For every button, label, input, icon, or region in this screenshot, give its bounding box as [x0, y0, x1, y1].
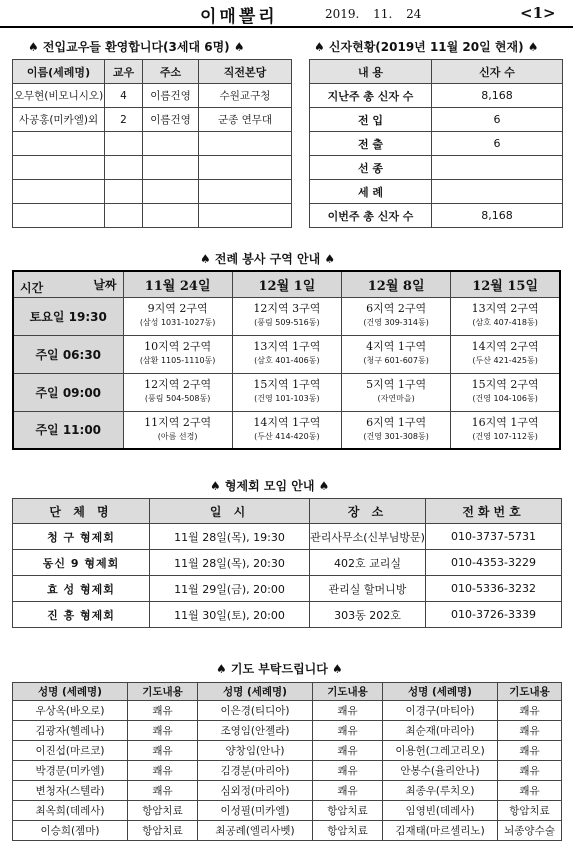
service-zone-detail: (자연마을): [377, 394, 415, 403]
service-cell: [342, 297, 451, 335]
prayer-row: [13, 781, 562, 801]
transfer-row: [13, 84, 292, 108]
service-zone: 13지역 1구역: [253, 340, 321, 353]
service-cell: [123, 373, 232, 411]
service-zone: 6지역 2구역: [366, 302, 427, 315]
prayer-cell: 항암치료: [128, 801, 198, 821]
prayer-cell: 쾌유: [128, 741, 198, 761]
prayer-row: [13, 761, 562, 781]
prayer-column-header: 성명 (세례명): [13, 683, 128, 701]
transfer-column-header: 이름(세례명): [13, 60, 105, 84]
brothers-cell: 303동 202호: [310, 602, 426, 628]
prayer-cell: 쾌유: [498, 701, 562, 721]
transfer-cell: [143, 132, 199, 156]
stats-column-header: 신자 수: [432, 60, 563, 84]
service-zone-detail: (건영 309-314동): [363, 318, 429, 327]
prayer-cell: 쾌유: [128, 701, 198, 721]
prayer-cell: 이경구(마티아): [383, 701, 498, 721]
stats-cell: [432, 156, 563, 180]
brothers-column-header: 장 소: [310, 499, 426, 524]
stats-cell: 6: [432, 108, 563, 132]
prayer-cell: 쾌유: [313, 781, 383, 801]
service-row: [13, 411, 560, 449]
brothers-cell: 11월 28일(목), 19:30: [150, 524, 310, 550]
service-zone: 13지역 2구역: [471, 302, 539, 315]
transfer-cell: 수원교구청: [199, 84, 292, 108]
stats-cell: 이번주 총 신자 수: [310, 204, 432, 228]
page-number: <1>: [520, 4, 556, 22]
prayer-cell: 조영임(안젤라): [198, 721, 313, 741]
transfer-cell: 이름건영: [143, 84, 199, 108]
stats-cell: 6: [432, 132, 563, 156]
transfer-cell: 이름건영: [143, 108, 199, 132]
transfer-cell: 4: [105, 84, 143, 108]
service-zone-detail: (두산 421-425동): [472, 356, 538, 365]
service-zone-detail: (건영 107-112동): [472, 431, 538, 441]
prayer-cell: 항암치료: [128, 821, 198, 841]
brothers-cell: 010-5336-3232: [426, 576, 562, 602]
transfer-cell: [105, 156, 143, 180]
transfer-cell: [143, 180, 199, 204]
transfer-cell: [199, 156, 292, 180]
service-zone-detail: (삼호 401-406동): [254, 356, 320, 365]
corner-time-label: 시간: [20, 281, 44, 295]
service-row: [13, 335, 560, 373]
prayer-cell: 이은경(티디아): [198, 701, 313, 721]
prayer-cell: 임영빈(데레사): [383, 801, 498, 821]
header: [0, 0, 573, 28]
brothers-cell: 010-4353-3229: [426, 550, 562, 576]
prayer-column-header: 성명 (세례명): [383, 683, 498, 701]
prayer-row: [13, 741, 562, 761]
prayer-cell: 쾌유: [313, 721, 383, 741]
stats-cell: 선 종: [310, 156, 432, 180]
prayer-cell: 뇌종양수술: [498, 821, 562, 841]
transfer-column-header: 주소: [143, 60, 199, 84]
transfer-cell: [199, 204, 292, 228]
service-zone-detail: (풍림 509-516동): [254, 318, 320, 327]
service-cell: [232, 335, 341, 373]
prayer-cell: 심외정(마리아): [198, 781, 313, 801]
service-zone: 11지역 2구역: [144, 415, 212, 429]
prayer-cell: 항암치료: [498, 801, 562, 821]
service-cell: [451, 297, 560, 335]
service-zone: 14지역 2구역: [471, 340, 539, 353]
prayer-cell: 이용헌(그레고리오): [383, 741, 498, 761]
service-zone-detail: (풍림 504-508동): [144, 394, 211, 403]
service-zone-detail: (삼호 407-418동): [472, 318, 538, 327]
brothers-row: [13, 524, 562, 550]
service-heading: ♠ 전례 봉사 구역 안내 ♠: [200, 252, 336, 266]
transfer-cell: 오무현(비모니시오): [13, 84, 105, 108]
stats-cell: 세 례: [310, 180, 432, 204]
service-zone: 5지역 1구역: [366, 378, 427, 391]
service-zone: 4지역 1구역: [366, 340, 427, 353]
service-zone: 14지역 1구역: [253, 415, 321, 429]
stats-row: [310, 84, 563, 108]
brothers-heading: ♠ 형제회 모임 안내 ♠: [210, 479, 330, 493]
service-zone-detail: (삼환 1105-1110동): [139, 356, 216, 365]
prayer-cell: 변청자(스텔라): [13, 781, 128, 801]
stats-row: [310, 132, 563, 156]
service-zone: 16지역 1구역: [471, 415, 539, 429]
service-zone-detail: (아름 선경): [157, 431, 198, 441]
stats-cell: 전 출: [310, 132, 432, 156]
brothers-cell: 11월 30일(토), 20:00: [150, 602, 310, 628]
service-corner-header: [13, 271, 123, 297]
stats-column-header: 내 용: [310, 60, 432, 84]
prayer-cell: 이진섭(마르코): [13, 741, 128, 761]
stats-cell: 전 입: [310, 108, 432, 132]
brothers-row: [13, 576, 562, 602]
brothers-column-header: 전화번호: [426, 499, 562, 524]
service-zone-detail: (건영 104-106동): [472, 394, 538, 403]
brothers-column-header: 단 체 명: [13, 499, 150, 524]
service-row: [13, 297, 560, 335]
prayer-column-header: 기도내용: [313, 683, 383, 701]
service-date-header: 12월 8일: [342, 271, 451, 297]
prayer-cell: 이성필(미카엘): [198, 801, 313, 821]
prayer-row: [13, 821, 562, 841]
brothers-table: [12, 498, 562, 628]
prayer-row: [13, 721, 562, 741]
service-date-header: 12월 15일: [451, 271, 560, 297]
transfer-row: [13, 180, 292, 204]
service-cell: [451, 335, 560, 373]
service-cell: [342, 411, 451, 449]
service-zone-detail: (삼성 1031-1027동): [139, 318, 216, 327]
prayer-cell: 양창임(안나): [198, 741, 313, 761]
transfer-row: [13, 108, 292, 132]
prayer-cell: 항암치료: [313, 801, 383, 821]
prayer-row: [13, 701, 562, 721]
service-time: 토요일 19:30: [13, 297, 123, 335]
prayer-cell: 김광자(헬레나): [13, 721, 128, 741]
prayer-cell: 쾌유: [498, 781, 562, 801]
transfer-row: [13, 132, 292, 156]
prayer-cell: 최순재(마리아): [383, 721, 498, 741]
brothers-row: [13, 550, 562, 576]
service-cell: [232, 411, 341, 449]
prayer-cell: 이승희(젬마): [13, 821, 128, 841]
transfer-cell: [13, 180, 105, 204]
prayer-cell: 최공례(엘리사벳): [198, 821, 313, 841]
brothers-cell: 효 성 형제회: [13, 576, 150, 602]
prayer-cell: 쾌유: [128, 761, 198, 781]
prayer-cell: 항암치료: [313, 821, 383, 841]
prayer-cell: 김경분(마리아): [198, 761, 313, 781]
brothers-cell: 관리사무소(신부님방문): [310, 524, 426, 550]
prayer-cell: 최옥희(데레사): [13, 801, 128, 821]
service-cell: [123, 411, 232, 449]
corner-date-label: 날짜: [93, 278, 117, 292]
service-zone: 10지역 2구역: [144, 340, 212, 353]
stats-cell: 8,168: [432, 204, 563, 228]
service-time: 주일 06:30: [13, 335, 123, 373]
stats-cell: 지난주 총 신자 수: [310, 84, 432, 108]
prayer-heading: ♠ 기도 부탁드립니다 ♠: [216, 662, 343, 676]
brothers-cell: 진 흥 형제회: [13, 602, 150, 628]
service-row: [13, 373, 560, 411]
service-table: [12, 270, 561, 450]
transfer-column-header: 직전본당: [199, 60, 292, 84]
prayer-row: [13, 801, 562, 821]
transfer-cell: [199, 132, 292, 156]
stats-heading: ♠ 신자현황(2019년 11월 20일 현재) ♠: [314, 40, 539, 54]
prayer-cell: 쾌유: [313, 741, 383, 761]
service-zone-detail: (두산 414-420동): [254, 431, 320, 441]
prayer-cell: 김재태(마르셀리노): [383, 821, 498, 841]
transfer-table: [12, 59, 292, 228]
prayer-cell: 쾌유: [313, 701, 383, 721]
service-zone: 9지역 2구역: [147, 302, 208, 315]
transfer-heading: ♠ 전입교우들 환영합니다(3세대 6명) ♠: [28, 40, 245, 54]
prayer-cell: 우상옥(바오로): [13, 701, 128, 721]
transfer-cell: [143, 204, 199, 228]
brothers-cell: 청 구 형제회: [13, 524, 150, 550]
brothers-cell: 010-3737-5731: [426, 524, 562, 550]
brothers-cell: 11월 28일(목), 20:30: [150, 550, 310, 576]
stats-table: [309, 59, 563, 228]
service-zone: 12지역 3구역: [253, 302, 321, 315]
brothers-cell: 010-3726-3339: [426, 602, 562, 628]
transfer-cell: 군종 연무대: [199, 108, 292, 132]
service-zone-detail: (청구 601-607동): [363, 356, 429, 365]
service-zone-detail: (건영 301-308동): [363, 431, 429, 441]
prayer-table: [12, 682, 562, 841]
prayer-cell: 쾌유: [313, 761, 383, 781]
brothers-cell: 402호 교리실: [310, 550, 426, 576]
prayer-cell: 박경문(미카엘): [13, 761, 128, 781]
transfer-cell: 사공홍(미카엘)외: [13, 108, 105, 132]
transfer-cell: [105, 132, 143, 156]
prayer-column-header: 기도내용: [498, 683, 562, 701]
service-cell: [232, 297, 341, 335]
prayer-cell: 최종우(루치오): [383, 781, 498, 801]
brothers-cell: 관리실 할머니방: [310, 576, 426, 602]
prayer-cell: 쾌유: [498, 761, 562, 781]
brothers-column-header: 일 시: [150, 499, 310, 524]
service-cell: [342, 373, 451, 411]
service-zone: 15지역 1구역: [253, 378, 321, 391]
transfer-cell: [13, 156, 105, 180]
service-zone: 6지역 1구역: [366, 415, 427, 429]
prayer-cell: 쾌유: [498, 741, 562, 761]
transfer-cell: [143, 156, 199, 180]
transfer-cell: [13, 204, 105, 228]
prayer-cell: 안봉수(율리안나): [383, 761, 498, 781]
transfer-row: [13, 204, 292, 228]
transfer-cell: [199, 180, 292, 204]
service-cell: [451, 373, 560, 411]
transfer-cell: [105, 204, 143, 228]
prayer-cell: 쾌유: [128, 781, 198, 801]
service-time: 주일 09:00: [13, 373, 123, 411]
transfer-cell: [105, 180, 143, 204]
transfer-cell: 2: [105, 108, 143, 132]
stats-row: [310, 156, 563, 180]
prayer-column-header: 기도내용: [128, 683, 198, 701]
transfer-row: [13, 156, 292, 180]
prayer-cell: 쾌유: [128, 721, 198, 741]
stats-cell: 8,168: [432, 84, 563, 108]
transfer-cell: [13, 132, 105, 156]
service-zone: 15지역 2구역: [471, 378, 539, 391]
service-zone-detail: (건영 101-103동): [254, 394, 320, 403]
transfer-column-header: 교우: [105, 60, 143, 84]
service-zone: 12지역 2구역: [144, 378, 212, 391]
service-date-header: 11월 24일: [123, 271, 232, 297]
bulletin-date: 2019. 11. 24: [325, 7, 422, 21]
service-cell: [232, 373, 341, 411]
brothers-row: [13, 602, 562, 628]
prayer-cell: 쾌유: [498, 721, 562, 741]
stats-cell: [432, 180, 563, 204]
service-cell: [123, 335, 232, 373]
service-cell: [342, 335, 451, 373]
brothers-cell: 동신 9 형제회: [13, 550, 150, 576]
prayer-column-header: 성명 (세례명): [198, 683, 313, 701]
service-time: 주일 11:00: [13, 411, 123, 449]
stats-row: [310, 108, 563, 132]
stats-row: [310, 204, 563, 228]
service-cell: [123, 297, 232, 335]
service-cell: [451, 411, 560, 449]
stats-row: [310, 180, 563, 204]
bulletin-title: 이매뽈리: [200, 7, 278, 27]
brothers-cell: 11월 29일(금), 20:00: [150, 576, 310, 602]
service-date-header: 12월 1일: [232, 271, 341, 297]
